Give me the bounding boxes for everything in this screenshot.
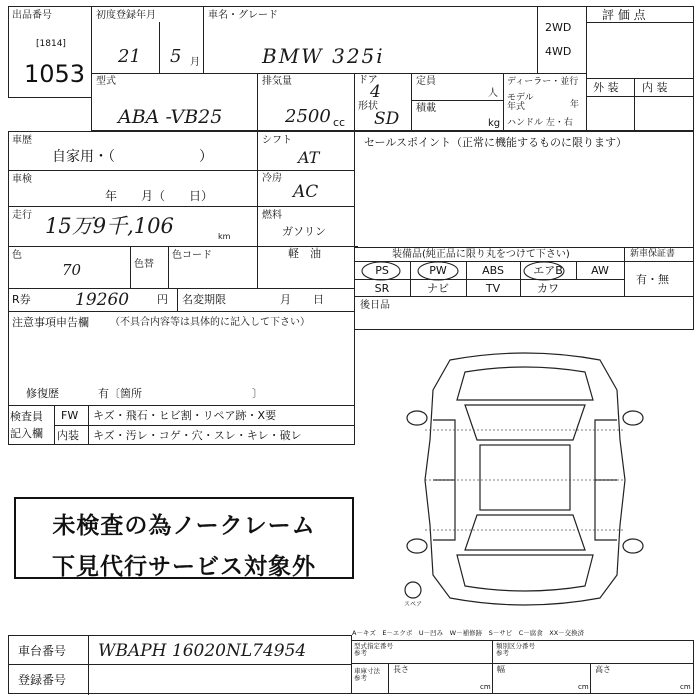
repair-label: 修復歴 — [26, 387, 59, 400]
history-rule-2 — [8, 206, 258, 207]
dealer-label: ディーラー・並行 — [507, 77, 579, 87]
inspector-rule — [54, 425, 355, 426]
length-unit: cm — [480, 683, 491, 691]
spare-label: スペア — [404, 601, 423, 608]
circle-airbag — [524, 262, 564, 280]
damage-legend: A－キズ E－エクボ U－凹み W－補修跡 S－サビ C－腐食 XX－交換済 — [352, 629, 585, 637]
mileage-label: 走行 — [12, 210, 32, 221]
rating-divider-3 — [586, 96, 694, 97]
displacement-unit: cc — [333, 116, 346, 129]
rating-mid — [634, 78, 635, 131]
name-grade-value: BMW 325i — [262, 44, 385, 68]
model-value: ABA -VB25 — [118, 106, 223, 128]
fuel-gas: ガソリン — [282, 225, 326, 238]
car-diagram — [395, 350, 655, 610]
drive-4wd: 4WD — [545, 45, 572, 58]
chassis-label: 車台番号 — [18, 644, 67, 658]
displacement-label: 排気量 — [262, 76, 292, 87]
fuel-diesel: 軽 油 — [288, 247, 321, 260]
first-reg-label: 初度登録年月 — [96, 10, 156, 21]
car-rear-window — [465, 515, 585, 550]
car-history-label: 車歴 — [12, 135, 32, 146]
car-right-mirror — [623, 411, 643, 425]
shape-label: 形状 — [358, 101, 378, 112]
garage-label: 車庫寸法 参考 — [354, 667, 380, 682]
name-change-label: 名変期限 — [182, 293, 226, 306]
name-change-value: 月 日 — [280, 293, 324, 306]
lot-number: 1053 — [24, 60, 86, 88]
first-reg-divider — [159, 22, 160, 74]
door-label: ドア — [358, 75, 378, 86]
load-unit: kg — [488, 118, 501, 129]
height-label: 高さ — [595, 665, 611, 674]
model-year-label: モデル 年式 — [507, 93, 534, 112]
load-label: 積載 — [416, 103, 436, 114]
fuel-label: 燃料 — [262, 210, 282, 221]
inspector-interior-text: キズ・汚レ・コゲ・穴・スレ・キレ・破レ — [93, 429, 302, 442]
recycle-label: R券 — [12, 293, 31, 306]
car-right-rear-mirror — [623, 539, 643, 553]
mileage-value: 15万9千,106 — [45, 214, 174, 238]
car-history-value: 自家用・（ ） — [52, 149, 213, 165]
inspector-label-1: 検査員 — [10, 410, 43, 423]
inspector-label-2: 記入欄 — [10, 427, 43, 440]
color-code-label: 色コード — [172, 250, 212, 261]
length-label: 長さ — [393, 665, 409, 674]
rating-label: 評 価 点 — [602, 8, 646, 22]
new-car-warranty-value: 有・無 — [636, 273, 669, 286]
name-grade-label: 車名・グレード — [208, 10, 278, 21]
capacity-label: 定員 — [416, 76, 436, 87]
reg-label: 登録番号 — [18, 673, 67, 687]
circle-ps — [362, 262, 400, 280]
equipment-title: 装備品(純正品に限り丸をつけて下さい) — [392, 249, 570, 260]
width-unit: cm — [578, 683, 589, 691]
garage-col-3 — [590, 663, 591, 694]
inspector-fw-text: キズ・飛石・ヒビ割・リペア跡・X要 — [93, 409, 277, 422]
inspection-label: 車検 — [12, 174, 32, 185]
garage-col-2 — [492, 663, 493, 694]
car-roof — [480, 445, 570, 510]
shift-label: シフト — [262, 135, 292, 146]
notes-hint: （不具合内容等は具体的に記入して下さい） — [110, 317, 310, 328]
shift-value: AT — [298, 148, 320, 167]
equip-abs: ABS — [482, 264, 504, 277]
after-fit-box — [354, 296, 694, 330]
model-label: 型式 — [96, 76, 116, 87]
spare-tire — [405, 582, 421, 598]
chassis-value: WBAPH 16020NL74954 — [98, 641, 307, 661]
first-reg-month-unit: 月 — [190, 57, 200, 68]
interior-label: 内 装 — [642, 81, 668, 94]
equip-pw: PW — [429, 264, 447, 277]
model-class-divider — [492, 640, 493, 664]
equip-airbag: エアB — [533, 264, 563, 277]
color-label: 色 — [12, 250, 22, 261]
color-value: 70 — [62, 261, 82, 279]
equip-leather: カワ — [537, 282, 559, 295]
inspector-interior-label: 内装 — [57, 429, 79, 442]
car-left-mirror — [407, 411, 427, 425]
capacity-unit: 人 — [488, 88, 498, 99]
car-left-rear-mirror — [407, 539, 427, 553]
car-hood — [457, 367, 593, 400]
equip-ps: PS — [375, 264, 389, 277]
recycle-unit: 円 — [157, 293, 168, 306]
first-reg-year: 21 — [118, 46, 141, 67]
car-windshield — [465, 405, 585, 440]
color-divider — [130, 246, 131, 289]
shape-value: SD — [374, 109, 400, 129]
equip-aw: AW — [591, 264, 609, 277]
rating-box — [586, 6, 694, 131]
rating-divider — [586, 22, 694, 23]
inspection-value: 年 月（ 日） — [105, 189, 214, 203]
drive-2wd: 2WD — [545, 21, 572, 34]
repair-value: 有〔箇所 〕 — [98, 387, 263, 400]
handle-label: ハンドル 左・右 — [507, 118, 573, 128]
banner-line-2: 下見代行サービス対象外 — [52, 554, 316, 580]
height-unit: cm — [680, 683, 691, 691]
after-fit-label: 後日品 — [360, 300, 390, 311]
door-value: 4 — [370, 82, 381, 102]
model-class-label: 型式指定番号 参考 — [354, 642, 393, 657]
exterior-label: 外 装 — [593, 81, 619, 94]
equipment-circles — [354, 259, 584, 283]
equipment-col-5 — [624, 247, 625, 297]
rating-divider-2 — [586, 78, 694, 79]
lot-label: 出品番号 — [12, 10, 52, 21]
ac-value: AC — [293, 182, 319, 202]
equip-navi: ナビ — [427, 282, 449, 295]
color-code-divider — [168, 246, 169, 289]
banner-line-1: 未検査の為ノークレーム — [52, 513, 316, 539]
drive-box — [537, 6, 587, 74]
garage-col-1 — [388, 663, 389, 694]
new-car-warranty-label: 新車保証書 — [630, 249, 676, 259]
category-label: 類別区分番号 参考 — [496, 642, 535, 657]
color-change-label: 色替 — [134, 259, 154, 270]
inspector-fw-label: FW — [61, 409, 79, 422]
no-claim-banner — [14, 497, 354, 579]
circle-pw — [418, 262, 458, 280]
notes-label: 注意事項申告欄 — [12, 316, 89, 329]
car-trunk — [457, 555, 593, 591]
equip-sr: SR — [374, 282, 390, 295]
displacement-value: 2500 — [285, 106, 331, 127]
lot-code: [1814] — [36, 39, 66, 49]
mileage-unit: km — [218, 232, 231, 241]
ac-label: 冷房 — [262, 173, 282, 184]
equip-tv: TV — [485, 282, 501, 295]
width-label: 幅 — [497, 665, 505, 674]
year-unit: 年 — [570, 100, 580, 110]
recycle-value: 19260 — [75, 290, 130, 310]
capacity-divider — [411, 100, 504, 101]
history-rule-1 — [8, 170, 258, 171]
sales-point-label: セールスポイント（正常に機能するものに限ります） — [364, 136, 628, 149]
first-reg-month: 5 — [170, 46, 182, 67]
